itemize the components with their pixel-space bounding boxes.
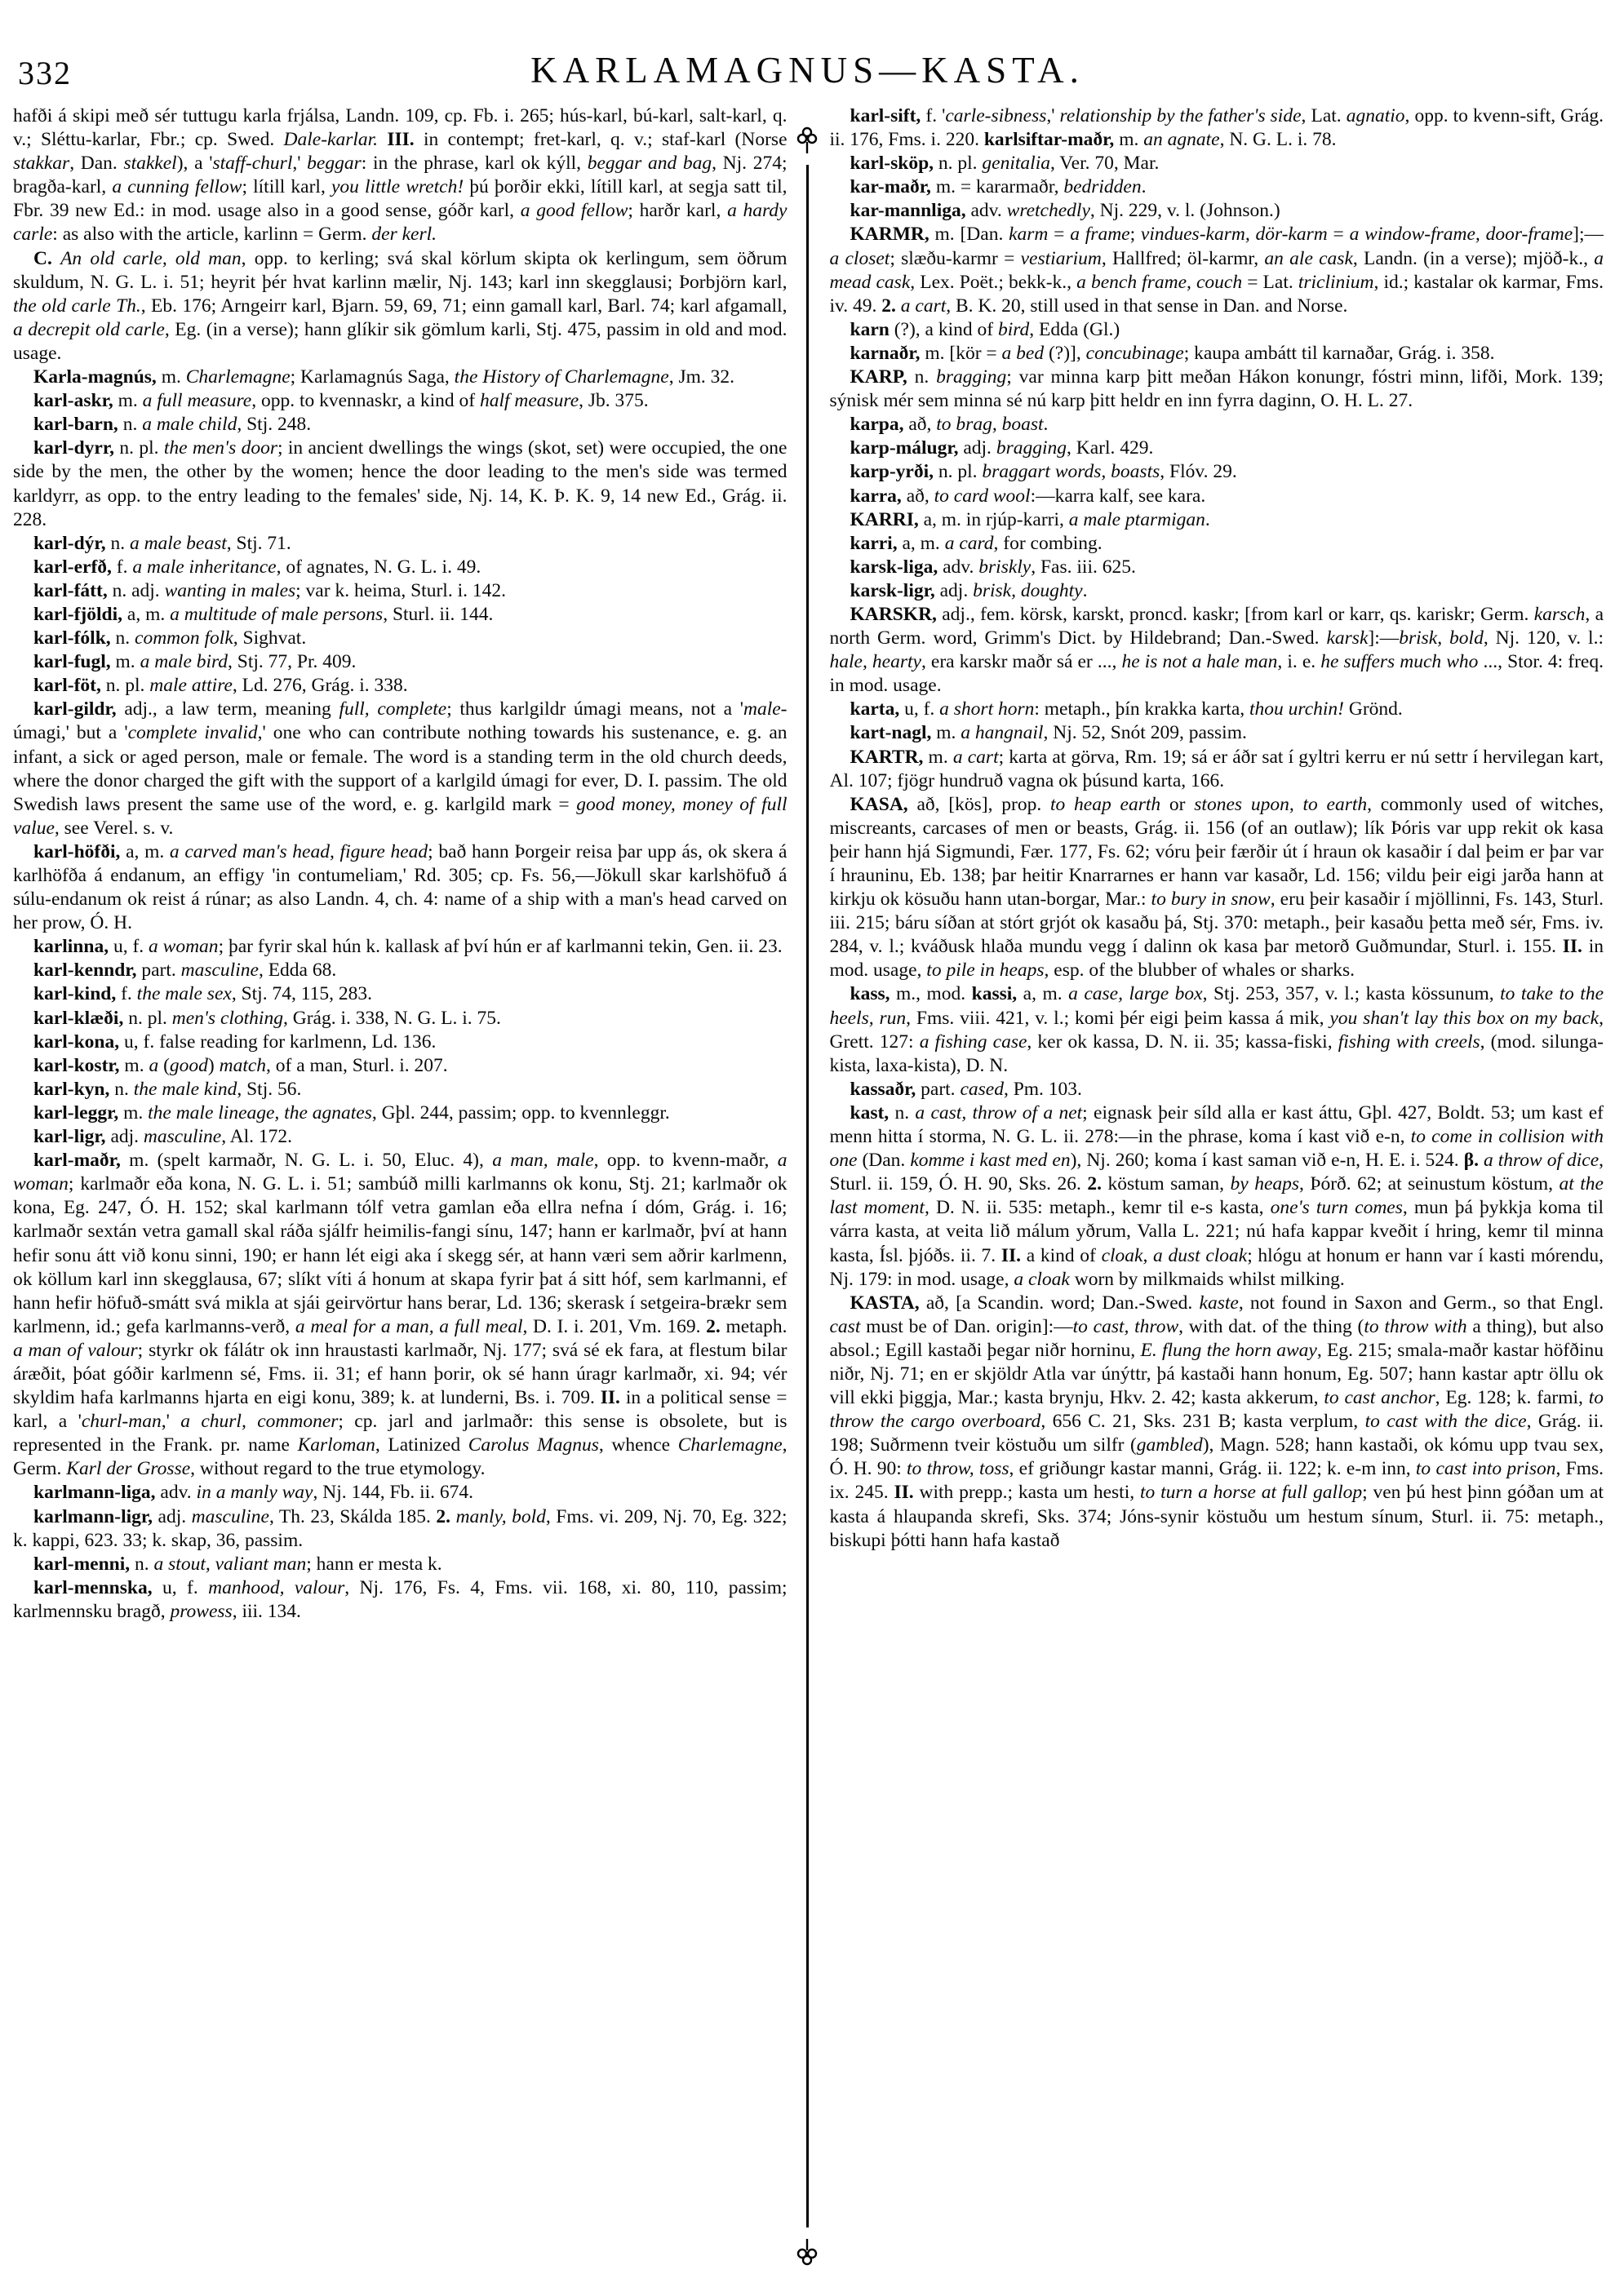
entry-karta: karta, u, f. a short horn: metaph., þín krakka karta, thou urchin! Grönd. [850,698,1403,720]
entry-karl-kyn: karl-kyn, n. the male kind, Stj. 56. [33,1078,302,1100]
entry-karl-continuation: hafði á skipi með sér tuttugu karla frjálsa, Landn. 109, cp. Fb. i. 265; hús-karl, bú-karl, salt-karl, q. v.; Sléttu-karlar, Fbr.; cp. Swed. Dale-karlar. III. in contempt; fret-karl, q. v.; staf-karl (Norse stakkar, Dan. stakkel), a 'staff-churl,' beggar: in the phrase, karl ok kýll, beggar and bag, Nj. 274; bragða-karl, a cunning fellow; lítill karl, you little wretch! þú þorðir ekki, lítill karl, at segja satt til, Fbr. 39 new Ed.: in mod. usage also in a good sense, góðr karl, a good fellow; harðr karl, a hardy carle: as also with the article, karlinn = Germ. der kerl. [13,105,788,246]
entry-karl-mennska: karl-mennska, u, f. manhood, valour, Nj. 176, Fs. 4, Fms. vii. 168, xi. 80, 110, passim; karlmennsku bragð, prowess, iii. 134. [13,1576,788,1622]
entry-kartr: KARTR, m. a cart; karta at görva, Rm. 19; sá er áðr sat í gyltri kerru er nú settr í hervilegan kart, Al. 107; fjögr hundruð vagna ok þúsund karta, 166. [829,746,1604,791]
entry-karl-hofdi: karl-höfði, a, m. a carved man's head, figure head; bað hann Þorgeir reisa þar upp ás, ok skera á karlhöfða á endanum, an effigy 'in contumeliam,' Rd. 305; cp. Fs. 56,—Jökull skar karlshöfuð á súlu-endanum ok reist á rúnar; as also Landn. 4, ch. 4: name of a ship with a man's head carved on her prow, Ó. H. [13,840,788,934]
entry-kar-mannliga: kar-mannliga, adv. wretchedly, Nj. 229, v. l. (Johnson.) [850,200,1280,222]
entry-karn: karn (?), a kind of bird, Edda (Gl.) [850,318,1120,340]
page-number: 332 [18,55,72,91]
entry-karpa: karpa, að, to brag, boast. [850,414,1049,436]
entry-karp-malugr: karp-málugr, adj. bragging, Karl. 429. [850,437,1154,459]
entry-karlmann-liga: karlmann-liga, adv. in a manly way, Nj. 144, Fb. ii. 674. [33,1482,474,1504]
page-title: KARLAMAGNUS—KASTA. [530,50,1085,91]
entry-karl-kenndr: karl-kenndr, part. masculine, Edda 68. [33,960,337,982]
entry-karlinna: karlinna, u, f. a woman; þar fyrir skal hún k. kallask af því hún er af karlmanni tekin, Gen. ii. 23. [33,936,783,958]
entry-karl-madr: karl-maðr, m. (spelt karmaðr, N. G. L. i. 50, Eluc. 4), a man, male, opp. to kvenn-maðr, a woman; karlmaðr eða kona, N. G. L. i. 51; sambúð milli karlmanns ok konu, Stj. 21; karlmaðr ok kona, Eg. 247, Ó. H. 152; skal karlmann tólf vetra gamlan eða ellra nefna í dóm, Grág. i. 16; karlmaðr sextán vetra gamall skal ráða sjálfr heimilis-fangi sínu, 147; hann er karlmaðr, því at hann hefir sonu átt við konu sinni, 190; er hann lét eigi aka í skegg sér, at hann væri sem aðrir karlmenn, ok köllum karl inn skegglausa, 67; slíkt víti á honum at skapa fyrir þat á sitt hóf, sem karlmanni, ef hann hefir höfuð-smátt svá mikla at sjái geirvörtur hans berar, Ld. 136; skerask í setgeira-brækr sem karlmenn, id.; gefa karlmanns-verð, a meal for a man, a full meal, D. I. i. 201, Vm. 169. 2. metaph. a man of valour; styrkr ok fálátr ok inn hraustasti karlmaðr, Nj. 177; svá sé ek fara, at flestum bilar áræðit, þóat góðir karlmenn sé, Fms. ii. 31; ef hann þorir, ok sé hann úragr karlmaðr, xi. 94; vér skyldim hafa karlmanns hjarta en eigi konu, 389; k. at lunderni, Bs. i. 709. II. in a political sense = karl, a 'churl-man,' a churl, commoner; cp. jarl and jarlmaðr: this sense is obsolete, but is represented in the Frank. pr. name Karloman, Latinized Carolus Magnus, whence Charlemagne, Germ. Karl der Grosse, without regard to the true etymology. [13,1150,788,1480]
entry-karp: KARP, n. bragging; var minna karp þitt meðan Hákon konungr, fóstri minn, lifði, Mork. 139; sýnisk mér sem minna sé nú karp þitt heldr en inn fyrra daginn, O. H. L. 27. [829,366,1604,412]
entry-karsk-liga: karsk-liga, adv. briskly, Fas. iii. 625. [850,556,1136,578]
entry-karl-fjoldi: karl-fjöldi, a, m. a multitude of male persons, Sturl. ii. 144. [33,603,494,625]
entry-karl-klaedi: karl-klæði, n. pl. men's clothing, Grág. i. 338, N. G. L. i. 75. [33,1007,501,1029]
entry-karl-dyrr: karl-dyrr, n. pl. the men's door; in ancient dwellings the wings (skot, set) were occupied, the one side by the men, the other by the women; hence the door leading to the men's side was termed karldyrr, as opp. to the entry leading to the females' side, Nj. 14, K. Þ. K. 9, 14 new Ed., Grág. ii. 228. [13,437,788,530]
entry-karl-leggr: karl-leggr, m. the male lineage, the agnates, Gþl. 244, passim; opp. to kvennleggr. [33,1101,670,1124]
entry-karl-kind: karl-kind, f. the male sex, Stj. 74, 115, 283. [33,983,372,1005]
entry-karp-yrdi: karp-yrði, n. pl. braggart words, boasts, Flóv. 29. [850,461,1237,483]
entry-karra: karra, að, to card wool:—karra kalf, see kara. [850,485,1206,507]
left-column [13,104,788,2263]
entry-karl-fatt: karl-fátt, n. adj. wanting in males; var k. heima, Sturl. i. 142. [33,579,506,601]
entry-karl-sift: karl-sift, f. 'carle-sibness,' relationship by the father's side, Lat. agnatio, opp. to kvenn-sift, Grág. ii. 176, Fms. i. 220. karlsiftar-maðr, m. an agnate, N. G. L. i. 78. [829,105,1604,151]
entry-karnadr: karnaðr, m. [kör = a bed (?)], concubinage; kaupa ambátt til karnaðar, Grág. i. 358. [850,342,1495,364]
entry-karmr: KARMR, m. [Dan. karm = a frame; vindues-karm, dör-karm = a window-frame, door-frame];—a closet; slæðu-karmr = vestiarium, Hallfred; öl-karmr, an ale cask, Landn. (in a verse); mjöð-k., a mead cask, Lex. Poët.; bekk-k., a bench frame, couch = Lat. triclinium, id.; kastalar ok karmar, Fms. iv. 49. 2. a cart, B. K. 20, still used in that sense in Dan. and Norse. [829,224,1604,317]
entry-karl-dyr: karl-dýr, n. a male beast, Stj. 71. [33,532,291,554]
entry-karl-section-c: C. An old carle, old man, opp. to kerling; svá skal körlum skipta ok kerlingum, sem öðrum skuldum, N. G. L. i. 51; heyrit þér hvat karlinn mælir, Nj. 143; karl inn skegglausi; Þorbjörn karl, the old carle Th., Eb. 176; Arngeirr karl, Bjarn. 59, 69, 71; einn gamall karl, Barl. 74; karl afgamall, a decrepit old carle, Eg. (in a verse); hann glíkir sik gömlum karli, Stj. 475, passim in old and mod. usage. [13,247,788,364]
entry-karla-magnus: Karla-magnús, m. Charlemagne; Karlamagnús Saga, the History of Charlemagne, Jm. 32. [33,366,735,388]
text-columns [13,104,1604,2263]
entry-kar-madr: kar-maðr, m. = kararmaðr, bedridden. [850,176,1147,198]
entry-karl-kona: karl-kona, u, f. false reading for karlmenn, Ld. 136. [33,1031,437,1053]
entry-karri: karri, a, m. a card, for combing. [850,532,1103,554]
entry-karl-fot: karl-föt, n. pl. male attire, Ld. 276, Grág. i. 338. [33,675,408,697]
entry-karl-menni: karl-menni, n. a stout, valiant man; hann er mesta k. [33,1553,442,1575]
entry-kart-nagl: kart-nagl, m. a hangnail, Nj. 52, Snót 209, passim. [850,722,1247,744]
entry-karl-fugl: karl-fugl, m. a male bird, Stj. 77, Pr. 409. [33,651,357,673]
entry-karl-erfd: karl-erfð, f. a male inheritance, of agnates, N. G. L. i. 49. [33,556,481,578]
entry-kasa: KASA, að, [kös], prop. to heap earth or stones upon, to earth, commonly used of witches, miscreants, carcases of men or beasts, Grág. ii. 156 (of an outlaw); lík Þóris var upp rekit ok kasa þeir hann hjá Sigmundi, Fær. 177, Fs. 62; vóru þeir færðir út í hraun ok kasaðir í dal þeim er þar var í hrauninu, Eb. 138; þar heitir Knarrarnes er hann var kasaðr, Ld. 156; vildu þeir eigi jarða hann at kirkju ok kösuðu hann utan-borgar, Mar.: to bury in snow, eru þeir kasaðir í mjöllinni, Fs. 143, Sturl. iii. 215; báru síðan at stórt grjót ok kasaðu þá, Stj. 370: metaph., þeir kasaðu þetta með sér, Fms. iv. 284, v. l.; kváðusk hlaða mundu vegg í dalinn ok kasa þar metorð Guðmundar, Sturl. i. 155. II. in mod. usage, to pile in heaps, esp. of the blubber of whales or sharks. [829,793,1604,982]
entry-karl-kostr: karl-kostr, m. a (good) match, of a man, Sturl. i. 207. [33,1054,448,1076]
entry-karri-caps: KARRI, a, m. in rjúp-karri, a male ptarmigan. [850,508,1210,530]
entry-karl-gildr: karl-gildr, adj., a law term, meaning full, complete; thus karlgildr úmagi means, not a 'male-úmagi,' but a 'complete invalid,' one who can contribute nothing towards his sustenance, e. g. an infant, a sick or aged person, male or female. The word is a standing term in the old church deeds, where the donor charged the gift with the support of a karlgild úmagi for ever, D. I. passim. The old Swedish laws present the same use of the word, e. g. karlgild mark = good money, money of full value, see Verel. s. v. [13,698,788,839]
right-column [830,104,1604,2263]
entry-karl-folk: karl-fólk, n. common folk, Sighvat. [33,627,307,649]
entry-kast: kast, n. a cast, throw of a net; eignask þeir síld alla er kast áttu, Gþl. 427, Boldt. 53; um kast ef menn hitta í storma, N. G. L. ii. 278:—in the phrase, koma í kast við e-n, to come in collision with one (Dan. komme i kast med en), Nj. 260; koma í kast saman við e-n, H. E. i. 524. β. a throw of dice, Sturl. ii. 159, Ó. H. 90, Sks. 26. 2. köstum saman, by heaps, Þórð. 62; at seinustum köstum, at the last moment, D. N. ii. 535: metaph., kemr til e-s kasta, one's turn comes, mun þá þykkja koma til várra kasta, at veita lið málum yðrum, Valla L. 221; nú hafa kappar kveðit í hring, kemr til minna kasta, Ísl. þjóðs. ii. 7. II. a kind of cloak, a dust cloak; hlógu at honum er hann var í kasti mórendu, Nj. 179: in mod. usage, a cloak worn by milkmaids whilst milking. [829,1101,1604,1290]
entry-karlmann-ligr: karlmann-ligr, adj. masculine, Th. 23, Skálda 185. 2. manly, bold, Fms. vi. 209, Nj. 70, Eg. 322; k. kappi, 623. 33; k. skap, 36, passim. [13,1505,788,1551]
page-header [0,42,1615,100]
entry-kass: kass, m., mod. kassi, a, m. a case, large box, Stj. 253, 357, v. l.; kasta kössunum, to take to the heels, run, Fms. viii. 421, v. l.; komi þér eigi þeim kassa á mik, you shan't lay this box on my back, Grett. 127: a fishing case, ker ok kassa, D. N. ii. 35; kassa-fiski, fishing with creels, (mod. silunga-kista, laxa-kista), D. N. [829,983,1604,1076]
entry-karl-barn: karl-barn, n. a male child, Stj. 248. [33,414,312,436]
entry-karsk-ligr: karsk-ligr, adj. brisk, doughty. [850,579,1088,601]
entry-karskr: KARSKR, adj., fem. körsk, karskt, proncd. kaskr; [from karl or karr, qs. kariskr; Germ. karsch, a north Germ. word, Grimm's Dict. by Hildebrand; Dan.-Swed. karsk]:—brisk, bold, Nj. 120, v. l.: hale, hearty, era karskr maðr sá er ..., he is not a hale man, i. e. he suffers much who ..., Stor. 4: freq. in mod. usage. [829,603,1604,697]
entry-kasta: KASTA, að, [a Scandin. word; Dan.-Swed. kaste, not found in Saxon and Germ., so that Engl. cast must be of Dan. origin]:—to cast, throw, with dat. of the thing (to throw with a thing), but also absol.; Egill kastaði þegar niðr horninu, E. flung the horn away, Eg. 215; smala-maðr kastar höfðinu niðr, Nj. 71; en er skjöldr Atla var únýttr, þá kastaði hann honum, Eg. 507; hann kastar aptr öllu ok vill ekki þiggja, Mar.; kasta brynju, Hkv. 2. 42; kasta akkerum, to cast anchor, Eg. 128; k. farmi, to throw the cargo overboard, 656 C. 21, Sks. 231 B; kasta verplum, to cast with the dice, Grág. ii. 198; Suðrmenn tveir köstuðu um silfr (gambled), Magn. 528; hann kastaði, ok kómu upp tvau sex, Ó. H. 90: to throw, toss, ef griðungr kastar manni, Grág. ii. 122; k. e-m inn, to cast into prison, Fms. ix. 245. II. with prepp.; kasta um hesti, to turn a horse at full gallop; ven þú hest þinn góðan um at kasta á hlaupanda skrefi, Sks. 374; Jóns-synir köstuðu um hestum sínum, Sturl. ii. 75: metaph., biskupi þótti hann hafa kastað [829,1292,1604,1551]
entry-karl-askr: karl-askr, m. a full measure, opp. to kvennaskr, a kind of half measure, Jb. 375. [33,390,649,412]
entry-karl-skop: karl-sköp, n. pl. genitalia, Ver. 70, Mar. [850,153,1160,175]
entry-karl-ligr: karl-ligr, adj. masculine, Al. 172. [33,1126,293,1148]
entry-kassadr: kassaðr, part. cased, Pm. 103. [850,1078,1082,1100]
